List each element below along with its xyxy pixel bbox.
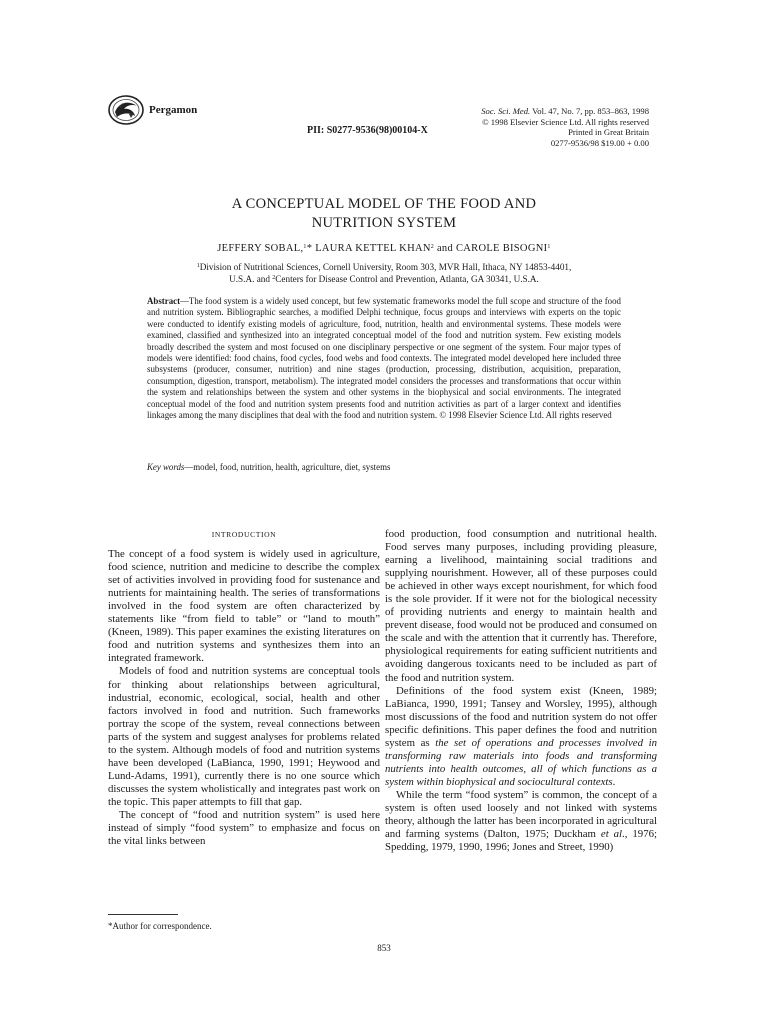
journal-citation [481, 106, 649, 117]
affil-text-2: Centers for Disease Control and Prevention, Atlanta, GA 30341, U.S.A. [275, 274, 539, 284]
title-line-2: NUTRITION SYSTEM [311, 215, 457, 231]
keywords [147, 462, 621, 472]
footnote: *Author for correspondence. [108, 921, 212, 931]
author-1-mark: * [306, 243, 313, 254]
author-conj: and [436, 243, 454, 254]
paragraph-text: Definitions of the food system exist (Kneen, 1989; LaBianca, 1990, 1991; Tansey and Worsley, 1995), although most discussions of the food and nutrition system do not offer specific definitions. This paper defines the food and nutrition system as [385, 684, 657, 749]
affiliations [0, 261, 768, 285]
definition-text: the set of operations and processes involved in transforming raw materials into foods and transforming nutrients into health outcomes, all of which functions as a system within biophysical and sociocultural contexts [385, 736, 657, 788]
paper-title [0, 195, 768, 233]
affil-pre-2: U.S.A. and [229, 274, 273, 284]
author-list [0, 243, 768, 254]
pergamon-logo-icon [107, 94, 145, 126]
paragraph-text: . [612, 775, 616, 788]
author-2: LAURA KETTEL KHAN [315, 243, 431, 254]
right-column [385, 528, 657, 854]
keywords-label: Key words [147, 462, 185, 472]
et-al: et al [600, 828, 623, 841]
footnote-rule [108, 914, 178, 915]
publisher-logo [107, 94, 197, 126]
section-heading-introduction: INTRODUCTION [211, 530, 277, 539]
paragraph: The concept of “food and nutrition system” is used here instead of simply “food system” to emphasize and focus on the vital links between [108, 808, 380, 848]
journal-name: Soc. Sci. Med. [481, 106, 531, 116]
keywords-text: —model, food, nutrition, health, agriculture, diet, systems [184, 462, 391, 472]
paragraph [385, 685, 657, 789]
abstract-label: Abstract [147, 296, 181, 306]
abstract [147, 296, 621, 421]
affiliation-line-2 [0, 273, 768, 285]
copyright-line: © 1998 Elsevier Science Ltd. All rights reserved [482, 116, 649, 127]
left-column [108, 528, 380, 848]
title-line-1: A CONCEPTUAL MODEL OF THE FOOD AND [231, 196, 537, 212]
journal-info [481, 106, 649, 148]
journal-details: Vol. 47, No. 7, pp. 853–863, 1998 [532, 106, 649, 116]
pii-code: PII: S0277-9536(98)00104-X [307, 125, 428, 136]
paragraph: The concept of a food system is widely used in agriculture, food science, nutrition and medicine to describe the complex set of activities involved in providing food for sustenance and nutrients for maintaining health. The series of transformations involved in the food system are often characterized by statements like “from field to table” or “land to mouth” (Kneen, 1989). This paper examines the existing literatures on food and nutrition systems and synthesizes them into an integrated framework. [108, 548, 380, 665]
paragraph: Models of food and nutrition systems are conceptual tools for thinking about relationships between agricultural, industrial, economic, ecological, social, health and other factors involved in food and nutrition. Such frameworks portray the scope of the system, reveal connections between parts of the system and suggest analyses for problems related to the system. Although models of food and nutrition systems have been developed (LaBianca, 1990, 1991; Heywood and Lund-Adams, 1991), currently there is no one source which discusses the system wholistically and integrates past work on the topic. This paper attempts to fill that gap. [108, 665, 380, 808]
affil-sup-2: 2 [272, 275, 276, 281]
author-1-affil: 1 [303, 244, 307, 250]
paragraph-text: ., 1976; Spedding, 1979, 1990, 1996; Jones and Street, 1990) [385, 828, 657, 854]
printed-line: Printed in Great Britain [568, 127, 649, 137]
author-3-affil: 1 [547, 244, 551, 250]
affil-text-1: Division of Nutritional Sciences, Cornell University, Room 303, MVR Hall, Ithaca, NY 14853-4401, [199, 262, 572, 272]
paragraph [385, 789, 657, 854]
affil-sup-1: 1 [196, 263, 200, 269]
abstract-text: —The food system is a widely used concept, but few systematic frameworks model the full scope and structure of the food and nutrition system. Bibliographic searches, a modified Delphi technique, focus groups and interviews with experts on the topic were conducted to identify existing models of agriculture, food, nutrition, health and environmental systems. These models were examined, classified and synthesized into an integrated conceptual model of the food and nutrition system. Few existing models broadly described the system and most focused on one disciplinary perspective or one segment of the system. Four major types of models were identified: food chains, food cycles, food webs and food contexts. The integrated model developed here included three subsystems (producer, consumer, nutrition) and nine stages (production, processing, distribution, acquisition, preparation, consumption, digestion, transport, metabolism). The integrated model considers the processes and transformations that occur within the system and relationships between the system and other systems in the biophysical and social environments. The integrated conceptual model of the food and nutrition system presents food and nutrition activities as part of a larger context and identifies linkages among the many disciplines that deal with the food and nutrition system. © 1998 Elsevier Science Ltd. All rights reserved [147, 296, 621, 421]
price-line: 0277-9536/98 $19.00 + 0.00 [550, 137, 649, 148]
author-2-affil: 2 [430, 244, 435, 250]
page-number: 853 [377, 943, 391, 953]
paragraph-text: While the term “food system” is common, the concept of a system is often used loosely and not linked with systems theory, although the latter has been incorporated in agricultural and farming systems (Dalton, 1975; Duckham [385, 788, 657, 841]
publisher-name: Pergamon [149, 104, 198, 116]
author-3: CAROLE BISOGNI [455, 243, 548, 254]
author-1: JEFFERY SOBAL, [217, 243, 304, 254]
paragraph: food production, food consumption and nutritional health. Food serves many purposes, including providing pleasure, earning a livelihood, maintaining social traditions and supplying nourishment. However, all of these purposes could be achieved in other ways except nourishment, for which food is the sole provider. If it were not for the biological necessity of providing nutrients and energy to maintain health and prevent disease, food would not be produced and consumed on the scale and with the attention that it currently has. Therefore, physiological requirements for eating sufficient nutritients and avoiding dangerous toxicants need to be included as part of the food and nutrition system. [385, 528, 657, 684]
affiliation-line-1 [0, 261, 768, 273]
